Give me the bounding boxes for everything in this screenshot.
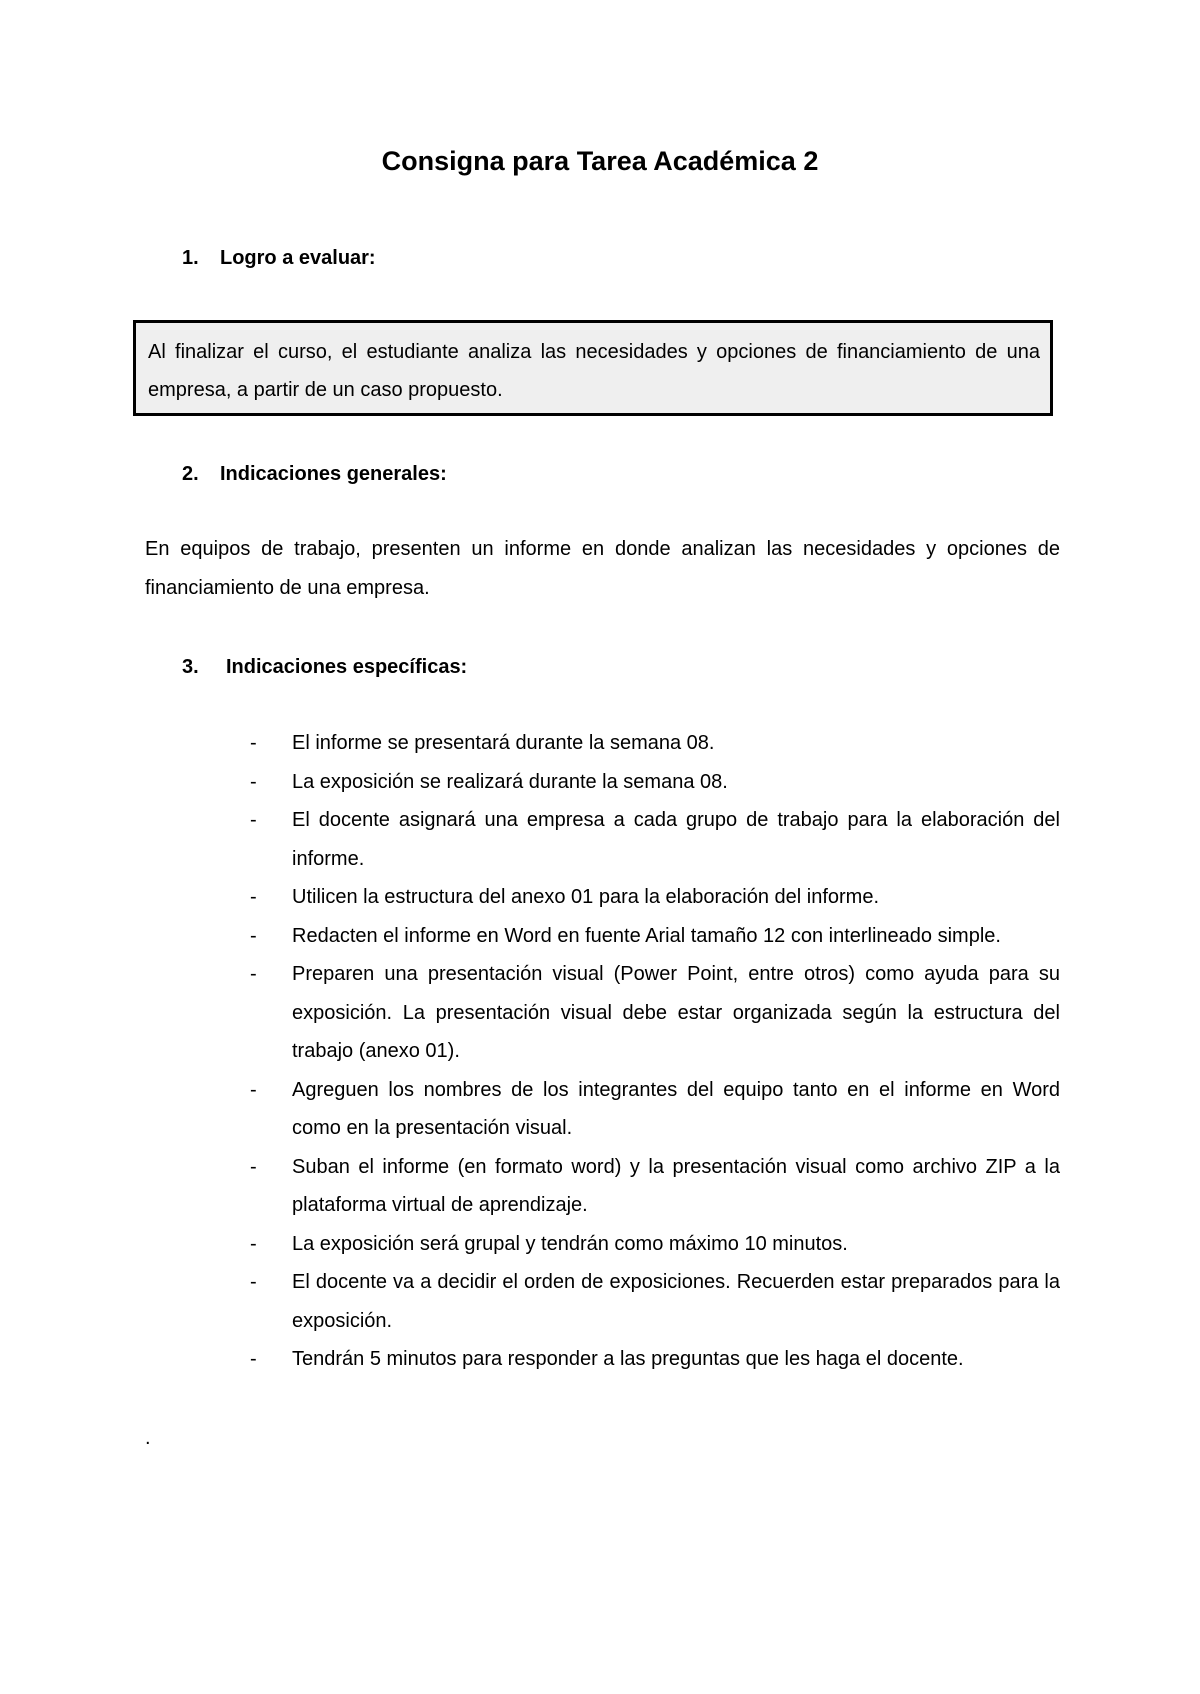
bullet-dash: - [250, 963, 257, 985]
list-item [250, 724, 1060, 763]
bullet-dash: - [250, 770, 257, 793]
list-item [250, 1225, 1060, 1264]
list-item [250, 878, 1060, 917]
bullet-dash: - [250, 732, 257, 754]
bullet-dash: - [250, 924, 257, 947]
section-1-number: 1. [182, 247, 199, 269]
specific-instructions-list [250, 724, 1060, 1379]
list-item [250, 955, 1060, 1071]
section-1-title: Logro a evaluar: [220, 247, 376, 269]
section-2-number: 2. [182, 463, 199, 485]
list-item-text: Tendrán 5 minutos para responder a las preguntas que les haga el docente. [292, 1348, 964, 1370]
list-item [250, 801, 1060, 878]
list-item [250, 1263, 1060, 1340]
bullet-dash: - [250, 1348, 257, 1370]
bullet-dash: - [250, 886, 257, 908]
bullet-dash: - [250, 1078, 257, 1101]
section-3-number: 3. [182, 656, 199, 678]
bullet-dash: - [250, 1155, 257, 1178]
section-3-title: Indicaciones específicas: [226, 656, 468, 678]
section-2-title: Indicaciones generales: [220, 463, 447, 485]
section-1-heading [182, 244, 376, 272]
list-item-text: Agreguen los nombres de los integrantes del equipo tanto en el informe en Word como en la presentación visual. [292, 1078, 1060, 1139]
list-item-text: La exposición se realizará durante la semana 08. [292, 770, 728, 793]
list-item [250, 1071, 1060, 1148]
trailing-period: . [145, 1427, 151, 1449]
bullet-dash: - [250, 809, 257, 831]
bullet-dash: - [250, 1232, 257, 1255]
list-item [250, 763, 1060, 802]
list-item [250, 1340, 1060, 1379]
section-2-heading [182, 460, 447, 488]
list-item-text: Preparen una presentación visual (Power Point, entre otros) como ayuda para su exposición. La presentación visual debe estar organizada según la estructura del trabajo (anexo 01). [292, 963, 1060, 1062]
learning-goal-box: Al finalizar el curso, el estudiante analiza las necesidades y opciones de financiamiento de una empresa, a partir de un caso propuesto. [133, 320, 1053, 416]
list-item [250, 1148, 1060, 1225]
list-item-text: El docente asignará una empresa a cada grupo de trabajo para la elaboración del informe. [292, 809, 1060, 870]
section-3-heading [182, 653, 467, 681]
list-item-text: Utilicen la estructura del anexo 01 para la elaboración del informe. [292, 886, 880, 908]
list-item-text: Redacten el informe en Word en fuente Arial tamaño 12 con interlineado simple. [292, 924, 1001, 947]
list-item-text: El docente va a decidir el orden de exposiciones. Recuerden estar preparados para la exposición. [292, 1271, 1060, 1332]
document-title: Consigna para Tarea Académica 2 [381, 146, 819, 176]
general-instructions-text: En equipos de trabajo, presenten un informe en donde analizan las necesidades y opciones de financiamiento de una empresa. [145, 538, 1060, 599]
list-item-text: La exposición será grupal y tendrán como máximo 10 minutos. [292, 1232, 848, 1255]
bullet-dash: - [250, 1271, 257, 1293]
list-item [250, 917, 1060, 956]
list-item-text: El informe se presentará durante la semana 08. [292, 732, 715, 754]
list-item-text: Suban el informe (en formato word) y la presentación visual como archivo ZIP a la plataforma virtual de aprendizaje. [292, 1155, 1060, 1216]
